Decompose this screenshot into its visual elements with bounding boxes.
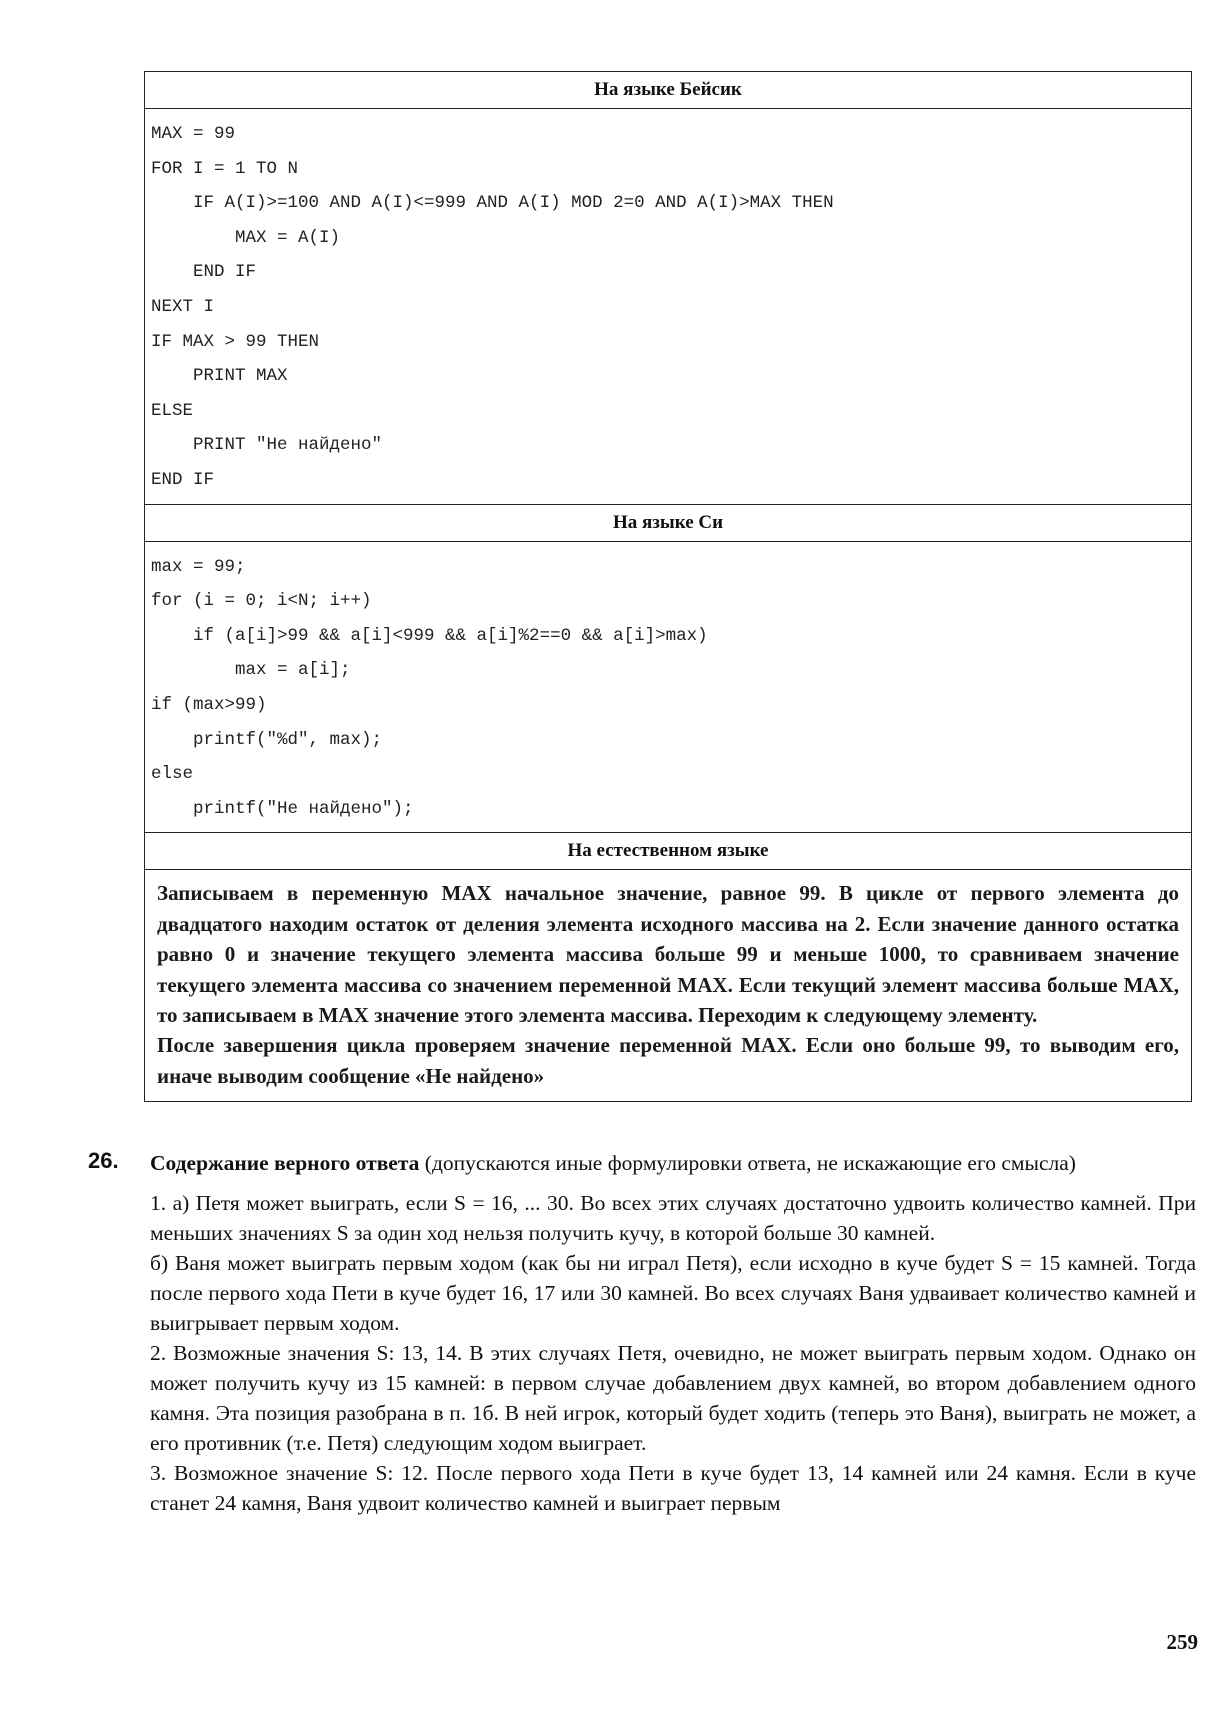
code-line: MAX = 99 <box>151 124 236 144</box>
code-line: IF A(I)>=100 AND A(I)<=999 AND A(I) MOD 2=0 AND A(I)>MAX THEN <box>151 193 834 214</box>
code-line: printf("Не найдено"); <box>151 798 414 819</box>
code-line: NEXT I <box>151 296 215 317</box>
natural-paragraph: После завершения цикла проверяем значение переменной MAX. Если оно больше 99, то выводим его, иначе выводим сообщение «Не найдено» <box>157 1033 1179 1088</box>
basic-header: На языке Бейсик <box>145 72 1191 109</box>
code-line: END IF <box>151 262 257 283</box>
natural-header: На естественном языке <box>145 832 1191 870</box>
code-line: max = a[i]; <box>151 660 351 681</box>
answer-body <box>150 1188 1196 1518</box>
answer-paragraph: 3. Возможное значение S: 12. После первого хода Пети в куче будет 13, 14 камней или 24 камня. Если в куче станет 24 камня, Ваня удвоит количество камней и выиграет первым <box>150 1461 1196 1515</box>
natural-paragraph: Записываем в переменную MAX начальное значение, равное 99. В цикле от первого элемента до двадцатого находим остаток от деления элемента исходного массива на 2. Если значение данного остатка равно 0 и значение текущего элемента массива больше 99 и меньше 1000, то сравниваем значение текущего элемента массива со значением переменной MAX. Если текущий элемент массива больше MAX, то записываем в MAX значение этого элемента массива. Переходим к следующему элементу. <box>157 881 1179 1027</box>
code-line: else <box>151 764 194 785</box>
code-line: END IF <box>151 469 215 490</box>
code-line: PRINT MAX <box>151 366 288 387</box>
algorithm-table <box>144 71 1192 1102</box>
page-number: 259 <box>1166 1630 1198 1654</box>
answer-paragraph: 1. а) Петя может выиграть, если S = 16, ... 30. Во всех этих случаях достаточно удвоить количество камней. При меньших значениях S за один ход нельзя получить кучу, в которой больше 30 камней. <box>150 1191 1196 1245</box>
code-line: MAX = A(I) <box>151 227 341 248</box>
task-intro <box>150 1148 1196 1178</box>
code-line: FOR I = 1 TO N <box>151 158 299 179</box>
task-intro-bold: Содержание верного ответа <box>150 1151 420 1175</box>
c-header: На языке Си <box>145 504 1191 542</box>
task-26 <box>88 1148 1196 1518</box>
task-number: 26. <box>88 1148 119 1173</box>
answer-paragraph: 2. Возможные значения S: 13, 14. В этих случаях Петя, очевидно, не может выиграть первым ходом. Однако он может получить кучу из 15 камней: в первом случае добавлением двух камней, во втором добавлением одного камня. Эта позиция разобрана в п. 1б. В ней игрок, который будет ходить (теперь это Ваня), выиграть не может, а его противник (т.е. Петя) следующим ходом выиграет. <box>150 1341 1196 1455</box>
natural-description <box>145 870 1191 1101</box>
code-line: ELSE <box>151 400 194 421</box>
task-intro-rest: (допускаются иные формулировки ответа, не искажающие его смысла) <box>419 1151 1076 1175</box>
code-line: printf("%d", max); <box>151 729 383 750</box>
code-line: PRINT "Не найдено" <box>151 435 383 456</box>
code-line: if (a[i]>99 && a[i]<999 && a[i]%2==0 && a[i]>max) <box>151 625 708 646</box>
basic-code-block <box>145 109 1191 504</box>
c-code-block <box>145 542 1191 833</box>
code-line: for (i = 0; i<N; i++) <box>151 591 372 612</box>
code-line: max = 99; <box>151 556 246 577</box>
answer-paragraph: б) Ваня может выиграть первым ходом (как бы ни играл Петя), если исходно в куче будет S = 15 камней. Тогда после первого хода Пети в куче будет 16, 17 или 30 камней. Во всех случаях Ваня удваивает количество камней и выигрывает первым ходом. <box>150 1251 1196 1335</box>
code-line: if (max>99) <box>151 694 267 715</box>
code-line: IF MAX > 99 THEN <box>151 331 320 352</box>
